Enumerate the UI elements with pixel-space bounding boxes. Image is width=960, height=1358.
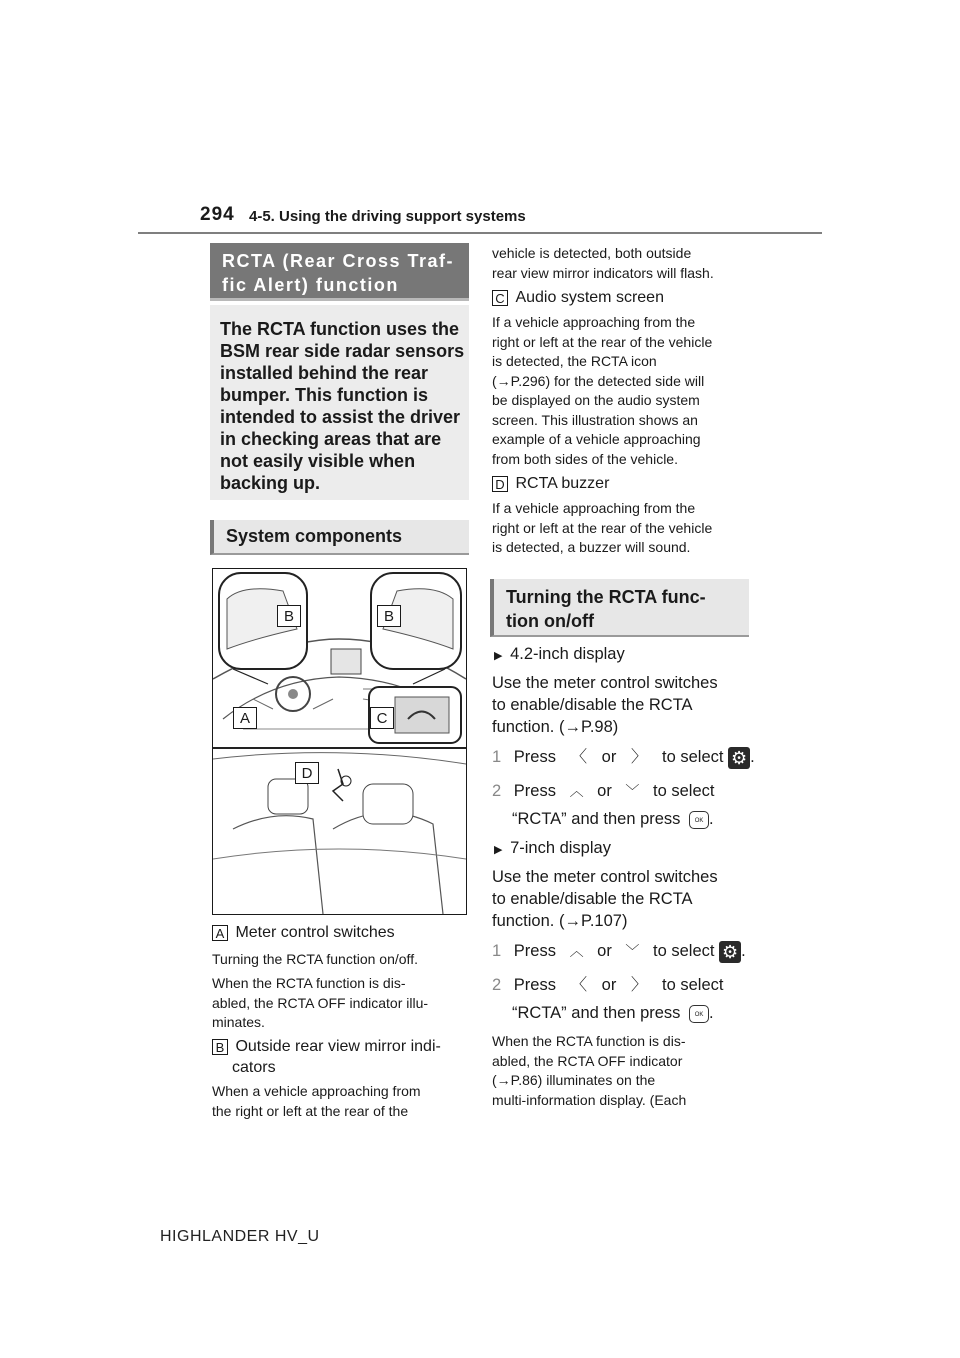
system-components-figure <box>212 568 467 915</box>
figure-label-c: C <box>370 707 394 729</box>
page-number: 294 <box>200 204 235 225</box>
display-42-step2-cont: “RCTA” and then press OK . <box>512 810 714 828</box>
footer-model: HIGHLANDER HV_U <box>160 1228 320 1245</box>
triangle-bullet-icon: ▶ <box>494 650 503 662</box>
triangle-bullet-icon: ▶ <box>494 844 503 856</box>
badge-a: A <box>212 925 228 941</box>
item-c-heading: C Audio system screen <box>492 289 664 307</box>
chevron-down-icon: ﹀ <box>625 783 640 799</box>
item-a-heading: A Meter control switches <box>212 924 395 942</box>
ok-button-icon: OK <box>689 811 709 829</box>
chevron-up-icon: ︿ <box>569 943 584 959</box>
display-42-step2: 2 Press ︿ or ﹀ to select <box>492 782 715 800</box>
badge-c: C <box>492 290 508 306</box>
item-a-desc1: Turning the RCTA function on/off. <box>212 951 418 967</box>
display-7-step2: 2 Press 〈 or 〉 to select <box>492 976 724 994</box>
item-b-desc: When a vehicle approaching from the right or left at the rear of the <box>212 1083 421 1119</box>
chevron-down-icon: ﹀ <box>625 943 640 959</box>
turning-heading: Turning the RCTA func- tion on/off <box>490 579 749 637</box>
chevron-right-icon: 〉 <box>630 748 648 766</box>
figure-label-b1: B <box>277 605 301 627</box>
chevron-up-icon: ︿ <box>569 783 584 799</box>
item-c-desc: If a vehicle approaching from the right or left at the rear of the vehicle is detected, the RCTA icon (→P.296) for the detected side will be displayed on the audio system screen. This illustration shows an example of a vehicle approaching from both sides of the vehicle. <box>492 314 713 467</box>
badge-b: B <box>212 1039 228 1055</box>
rcta-off-note: When the RCTA function is dis- abled, the RCTA OFF indicator (→P.86) illuminates on the multi-information display. (Each <box>492 1033 687 1108</box>
display-7-title: ▶ 7-inch display <box>494 839 611 857</box>
display-42-title: ▶ 4.2-inch display <box>494 645 625 663</box>
chevron-right-icon: 〉 <box>630 976 648 994</box>
section-title: 4-5. Using the driving support systems <box>249 208 526 225</box>
chevron-left-icon: 〈 <box>570 976 588 994</box>
item-d-heading: D RCTA buzzer <box>492 475 609 493</box>
display-42-step1: 1 Press 〈 or 〉 to select ⚙ . <box>492 747 755 768</box>
rcta-heading: RCTA (Rear Cross Traf- fic Alert) function <box>210 243 469 301</box>
ok-button-icon: OK <box>689 1005 709 1023</box>
display-7-desc: Use the meter control switches to enable/disable the RCTA function. (→P.107) <box>492 868 718 930</box>
badge-d: D <box>492 476 508 492</box>
gear-icon: ⚙ <box>728 747 750 769</box>
header-rule <box>138 232 822 234</box>
intro-box: The RCTA function uses the BSM rear side radar sensors installed behind the rear bumper. This function is intended to assist the driver in checking areas that are not easily visible when backing up. <box>210 305 469 500</box>
display-7-step1: 1 Press ︿ or ﹀ to select ⚙ . <box>492 941 746 962</box>
display-42-desc: Use the meter control switches to enable/disable the RCTA function. (→P.98) <box>492 674 718 736</box>
item-d-desc: If a vehicle approaching from the right or left at the rear of the vehicle is detected, a buzzer will sound. <box>492 500 713 555</box>
display-7-step2-cont: “RCTA” and then press OK . <box>512 1004 714 1022</box>
item-b-heading: B Outside rear view mirror indi- cators <box>212 1036 441 1078</box>
gear-icon: ⚙ <box>719 941 741 963</box>
item-b-desc-cont: vehicle is detected, both outside rear view mirror indicators will flash. <box>492 245 714 281</box>
figure-label-d: D <box>295 762 319 784</box>
figure-label-b2: B <box>377 605 401 627</box>
components-illustration <box>213 569 466 914</box>
figure-label-a: A <box>233 707 257 729</box>
item-a-desc2: When the RCTA function is dis- abled, the RCTA OFF indicator illu- minates. <box>212 975 429 1030</box>
chevron-left-icon: 〈 <box>570 748 588 766</box>
system-components-heading: System components <box>210 520 469 555</box>
